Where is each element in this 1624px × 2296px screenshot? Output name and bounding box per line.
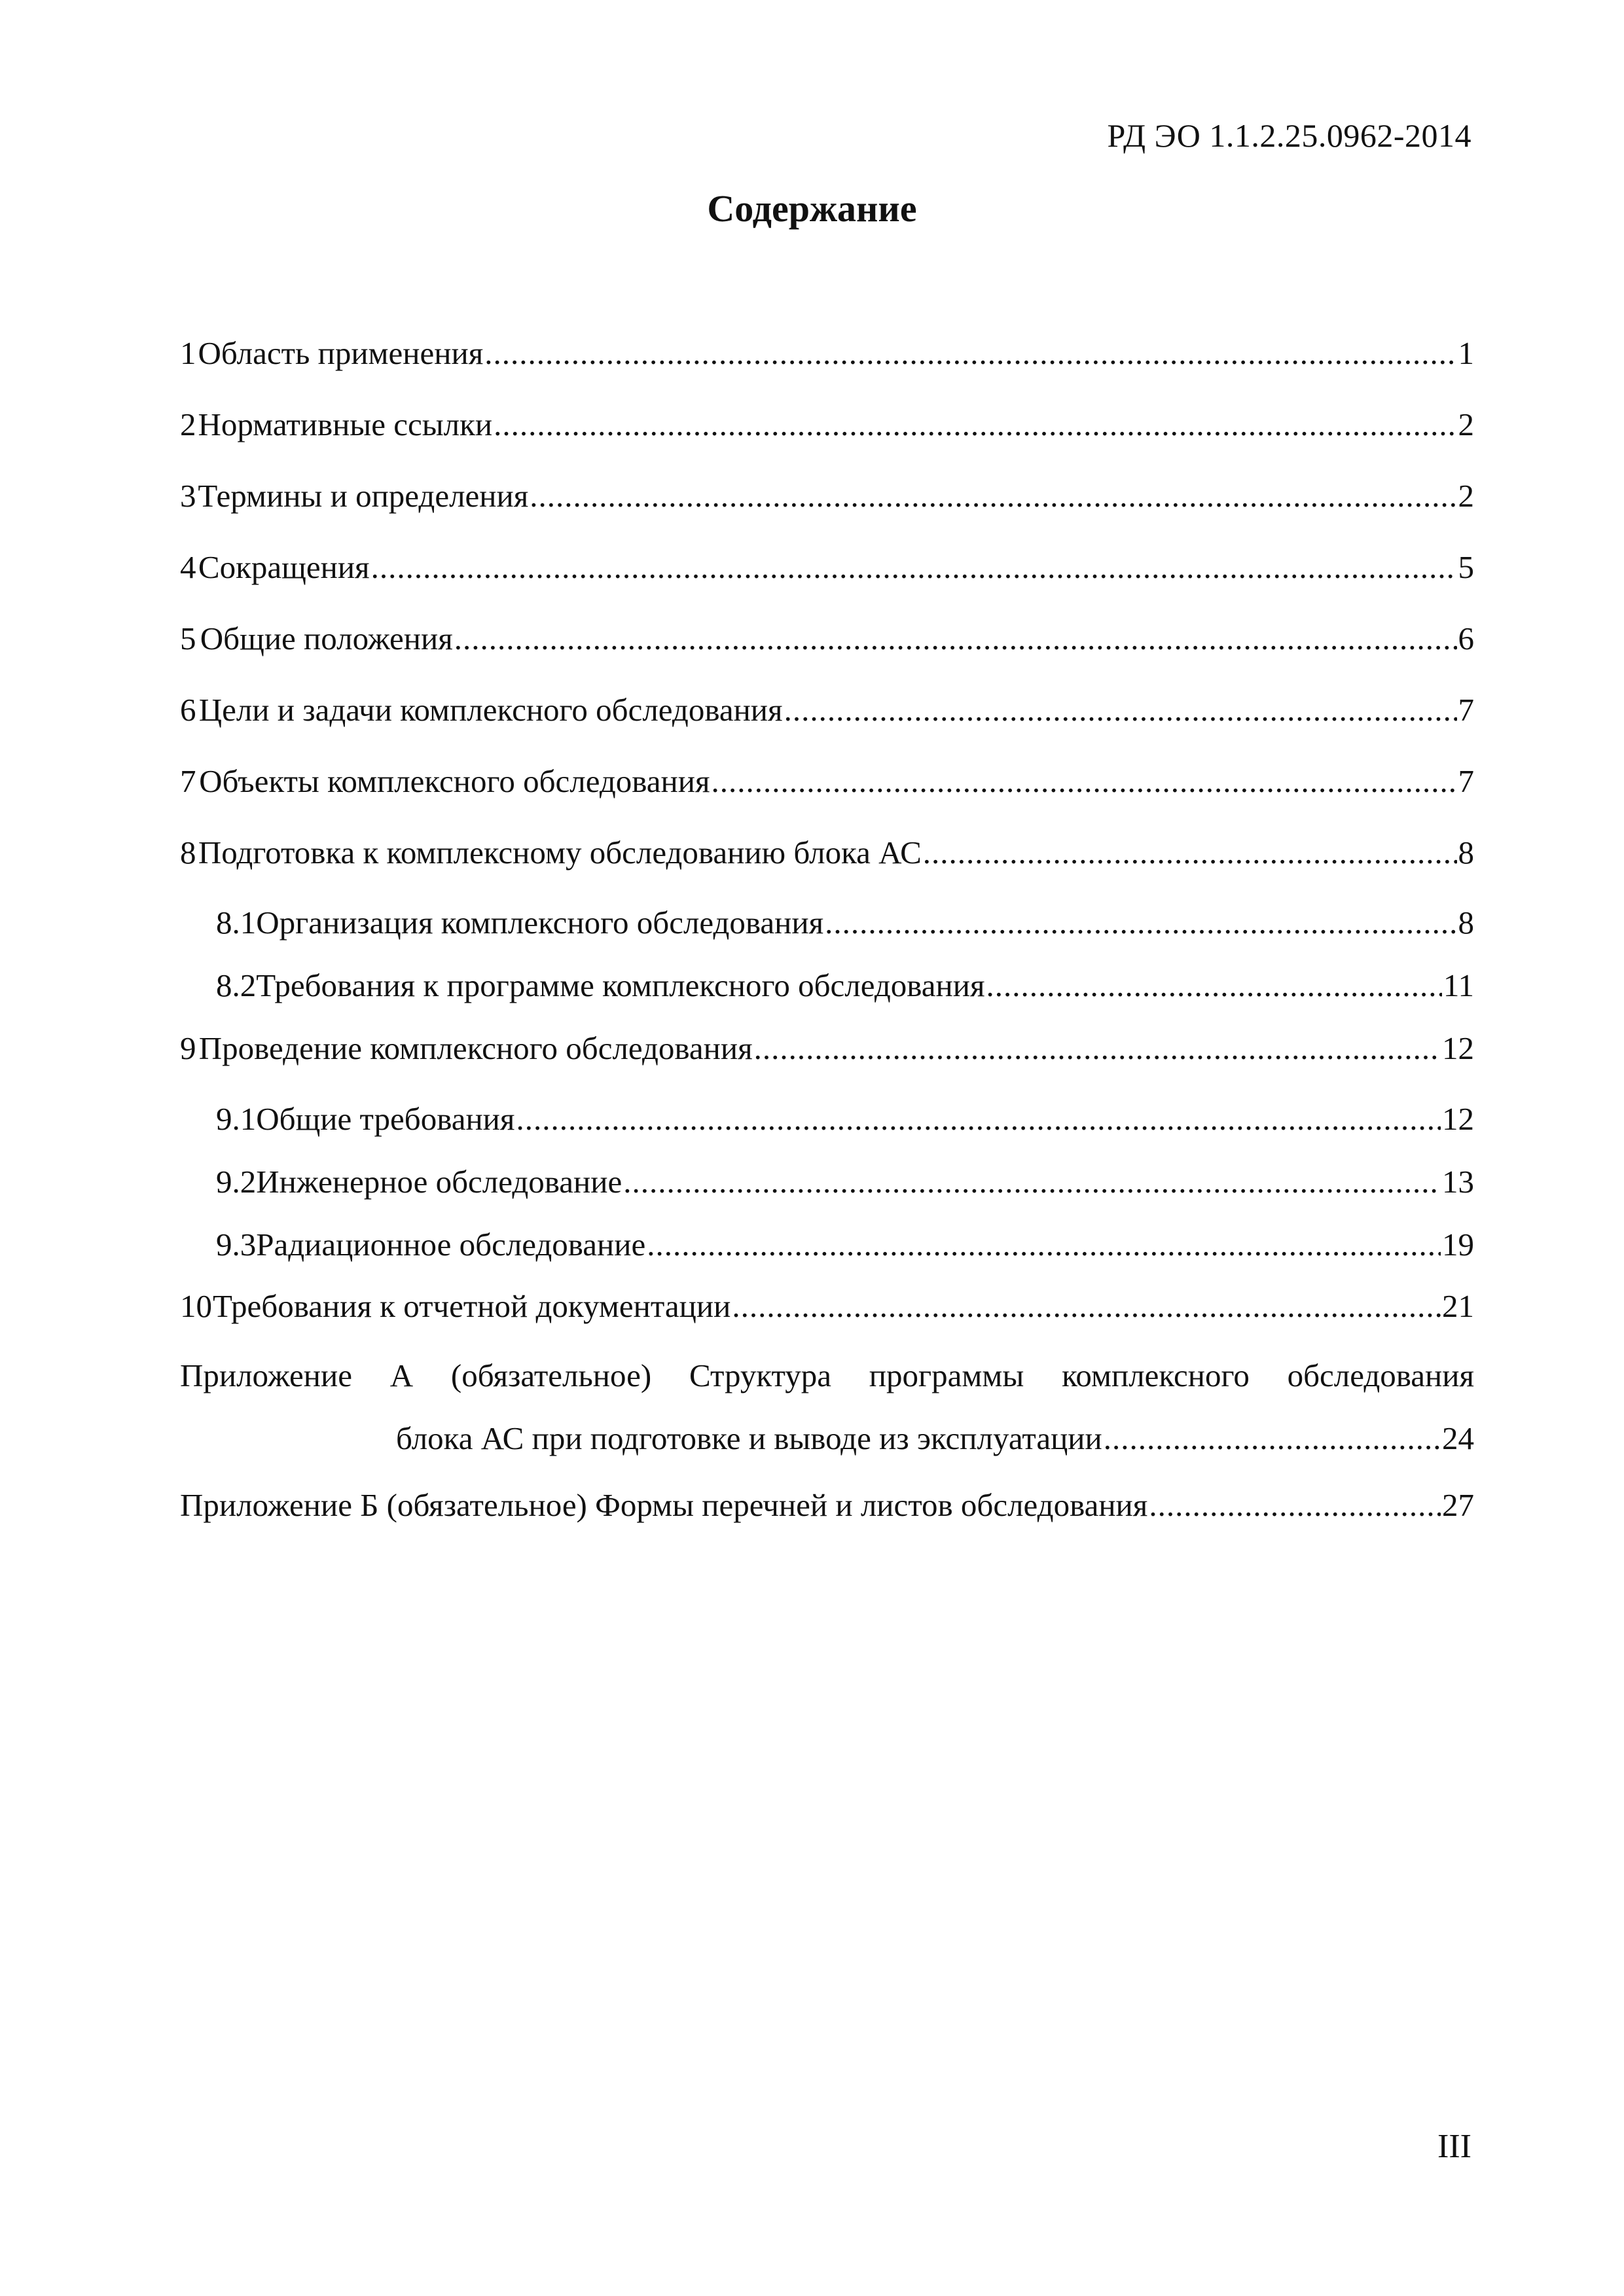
dot-leader (516, 1100, 1441, 1139)
toc-entry-page: 8 (1458, 834, 1474, 870)
toc-entry-4[interactable] (180, 548, 1474, 587)
toc-entry-title: Термины и определения (198, 478, 529, 514)
dot-leader (1149, 1486, 1441, 1525)
toc-entry-page: 1 (1458, 335, 1474, 371)
dot-leader (484, 334, 1456, 373)
toc-entry-title: Приложение Б (обязательное) Формы перечней и листов обследования (180, 1487, 1148, 1523)
toc-entry-number: 4 (180, 549, 196, 585)
toc-entry-page: 21 (1442, 1288, 1474, 1324)
dot-leader (986, 966, 1442, 1005)
toc-entry-title: Подготовка к комплексному обследованию блока АС (198, 834, 922, 870)
toc-entry-title: Требования к программе комплексного обследования (256, 967, 985, 1003)
toc-entry-10[interactable] (180, 1287, 1474, 1326)
dot-leader (454, 619, 1457, 658)
toc-annex-a-line2[interactable] (396, 1419, 1474, 1458)
toc-entry-page: 24 (1442, 1420, 1474, 1456)
toc-entry-title: Проведение комплексного обследования (198, 1030, 753, 1066)
toc-entry-page: 12 (1442, 1030, 1474, 1066)
toc-entry-number: 9.2 (216, 1164, 257, 1200)
dot-leader (623, 1162, 1441, 1202)
toc-entry-page: 27 (1442, 1487, 1474, 1523)
dot-leader (530, 476, 1456, 516)
toc-entry-page: 7 (1458, 763, 1474, 799)
page-number: III (1437, 2128, 1471, 2165)
toc-entry-number: 9.3 (216, 1227, 257, 1263)
toc-entry-page: 8 (1458, 905, 1474, 941)
toc-entry-8[interactable] (180, 833, 1474, 872)
toc-entry-3[interactable] (180, 476, 1474, 516)
toc-entry-title: Объекты комплексного обследования (199, 763, 710, 799)
toc-entry-7[interactable] (180, 762, 1474, 801)
toc-entry-number: 8.1 (216, 905, 257, 941)
annex-a-word: (обязательное) (450, 1357, 652, 1393)
toc-entry-page: 19 (1442, 1227, 1474, 1263)
annex-a-word: комплексного (1062, 1357, 1250, 1393)
annex-a-word: программы (869, 1357, 1024, 1393)
toc-annex-a-line1[interactable] (180, 1356, 1474, 1395)
dot-leader (923, 833, 1457, 872)
toc-heading: Содержание (707, 187, 917, 230)
toc-entry-9-3[interactable] (216, 1225, 1474, 1265)
toc-entry-number: 10 (180, 1288, 212, 1324)
dot-leader (754, 1029, 1441, 1068)
toc-entry-8-2[interactable] (216, 966, 1474, 1005)
toc-entry-number: 9 (180, 1030, 196, 1066)
toc-entry-5[interactable] (180, 619, 1474, 658)
toc-entry-number: 8 (180, 834, 196, 870)
dot-leader (732, 1287, 1441, 1326)
toc-entry-1[interactable] (180, 334, 1474, 373)
toc-entry-title: Область применения (198, 335, 484, 371)
dot-leader (712, 762, 1457, 801)
toc-entry-number: 6 (180, 692, 196, 728)
toc-entry-page: 11 (1443, 967, 1474, 1003)
toc-entry-title: блока АС при подготовке и выводе из эксплуатации (396, 1420, 1102, 1456)
dot-leader (784, 691, 1457, 730)
toc-entry-9-2[interactable] (216, 1162, 1474, 1202)
toc-entry-title: Организация комплексного обследования (256, 905, 824, 941)
toc-entry-9-1[interactable] (216, 1100, 1474, 1139)
annex-a-word: Структура (689, 1357, 832, 1393)
annex-a-word: А (389, 1357, 414, 1393)
annex-a-word: обследования (1287, 1357, 1474, 1393)
toc-entry-9[interactable] (180, 1029, 1474, 1068)
toc-entry-page: 5 (1458, 549, 1474, 585)
toc-entry-6[interactable] (180, 691, 1474, 730)
dot-leader (371, 548, 1457, 587)
toc-entry-page: 2 (1458, 478, 1474, 514)
document-code: РД ЭО 1.1.2.25.0962-2014 (1107, 117, 1471, 154)
toc-entry-title: Цели и задачи комплексного обследования (198, 692, 783, 728)
toc-entry-title: Общие положения (200, 620, 453, 656)
toc-entry-page: 12 (1442, 1101, 1474, 1137)
toc-entry-number: 5 (180, 620, 196, 656)
toc-annex-b[interactable] (180, 1486, 1474, 1525)
toc-entry-2[interactable] (180, 405, 1474, 444)
toc-entry-number: 3 (180, 478, 196, 514)
toc-entry-title: Радиационное обследование (256, 1227, 646, 1263)
toc-entry-number: 8.2 (216, 967, 257, 1003)
toc-entry-page: 6 (1458, 620, 1474, 656)
dot-leader (825, 903, 1456, 942)
toc-entry-title: Требования к отчетной документации (212, 1288, 731, 1324)
toc-entry-title: Нормативные ссылки (198, 406, 493, 442)
toc-entry-number: 2 (180, 406, 196, 442)
toc-entry-title: Сокращения (198, 549, 370, 585)
dot-leader (647, 1225, 1441, 1265)
toc-entry-number: 1 (180, 335, 196, 371)
toc-entry-page: 13 (1442, 1164, 1474, 1200)
toc-entry-page: 7 (1458, 692, 1474, 728)
dot-leader (494, 405, 1456, 444)
toc-entry-number: 7 (180, 763, 196, 799)
dot-leader (1104, 1419, 1441, 1458)
toc-entry-number: 9.1 (216, 1101, 257, 1137)
annex-a-word: Приложение (180, 1357, 352, 1393)
toc-entry-title: Общие требования (256, 1101, 515, 1137)
toc-entry-page: 2 (1458, 406, 1474, 442)
toc-entry-title: Инженерное обследование (256, 1164, 623, 1200)
toc-entry-8-1[interactable] (216, 903, 1474, 942)
